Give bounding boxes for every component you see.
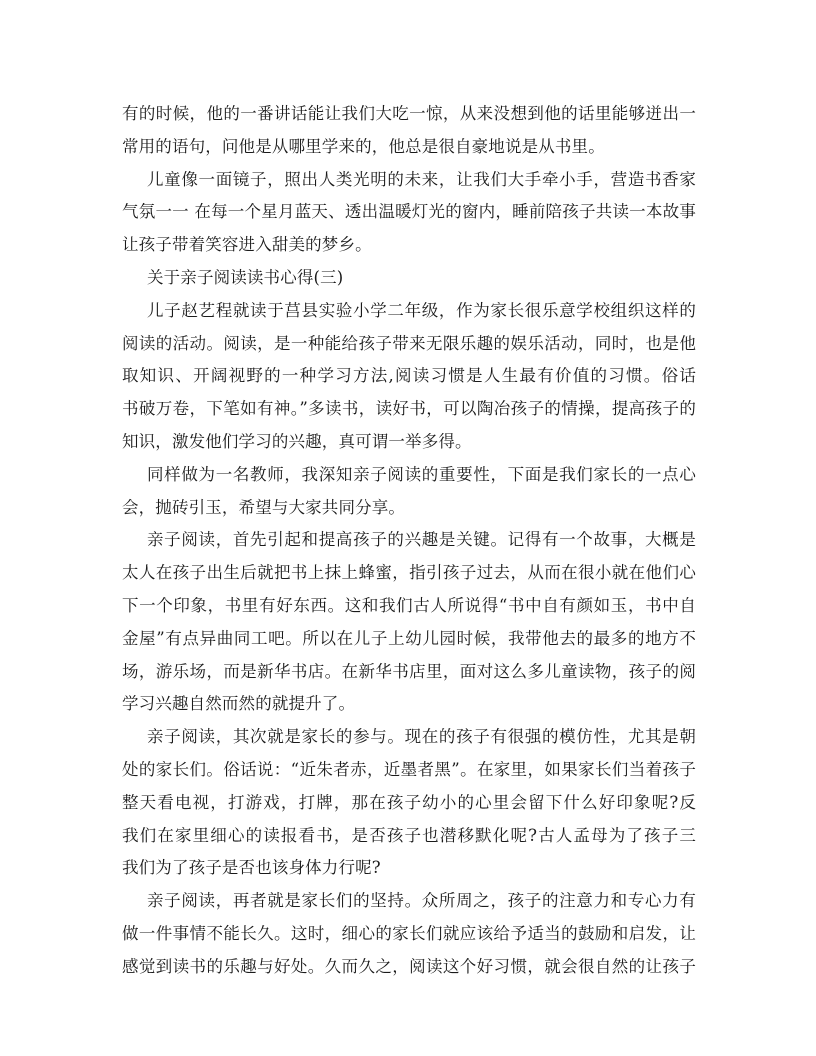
text-line: 气氛一一 在每一个星月蓝天、透出温暖灯光的窗内，睡前陪孩子共读一本故事 bbox=[122, 202, 696, 222]
text-line: 有的时候，他的一番讲话能让我们大吃一惊，从来没想到他的话里能够迸出一 bbox=[122, 104, 696, 123]
paragraph-first-line: 同样做为一名教师，我深知亲子阅读的重要性，下面是我们家长的一点心 bbox=[147, 464, 696, 484]
paragraph-first-line: 亲子阅读，其次就是家长的参与。现在的孩子有很强的模仿性，尤其是朝 bbox=[147, 727, 696, 747]
text-line: 会，抛砖引玉，希望与大家共同分享。 bbox=[122, 497, 406, 517]
text-line: 整天看电视，打游戏，打牌，那在孩子幼小的心里会留下什么好印象呢?反 bbox=[122, 792, 696, 812]
text-line: 我们为了孩子是否也该身体力行呢? bbox=[122, 858, 381, 878]
text-line: 下一个印象，书里有好东西。这和我们古人所说得“书中自有颜如玉，书中自 bbox=[122, 595, 696, 615]
text-line: 学习兴趣自然而然的就提升了。 bbox=[122, 694, 356, 714]
text-line: 我们在家里细心的读报看书，是否孩子也潜移默化呢?古人孟母为了孩子三 bbox=[122, 825, 696, 845]
text-line: 做一件事情不能长久。这时，细心的家长们就应该给予适当的鼓励和启发，让 bbox=[122, 923, 696, 943]
text-line: 太人在孩子出生后就把书上抹上蜂蜜，指引孩子过去，从而在很小就在他们心 bbox=[122, 563, 696, 583]
text-line: 处的家长们。俗话说：“近朱者赤，近墨者黑”。在家里，如果家长们当着孩子 bbox=[122, 759, 696, 779]
text-line: 常用的语句，问他是从哪里学来的，他总是很自豪地说是从书里。 bbox=[122, 136, 605, 156]
text-line: 金屋”有点异曲同工吧。所以在儿子上幼儿园时候，我带他去的最多的地方不 bbox=[122, 628, 696, 648]
paragraph-first-line: 儿子赵艺程就读于莒县实验小学二年级，作为家长很乐意学校组织这样的 bbox=[147, 300, 696, 320]
text-line: 场，游乐场，而是新华书店。在新华书店里，面对这么多儿童读物，孩子的阅 bbox=[122, 661, 696, 681]
paragraph-first-line: 亲子阅读，首先引起和提高孩子的兴趣是关键。记得有一个故事，大概是 bbox=[147, 530, 696, 550]
text-line: 感觉到读书的乐趣与好处。久而久之，阅读这个好习惯，就会很自然的让孩子 bbox=[122, 956, 696, 976]
text-line: 阅读的活动。阅读，是一种能给孩子带来无限乐趣的娱乐活动，同时，也是他 bbox=[122, 333, 696, 353]
paragraph-first-line: 儿童像一面镜子，照出人类光明的未来，让我们大手牵小手，营造书香家 bbox=[147, 169, 696, 189]
text-line: 书破万卷，下笔如有神。”多读书，读好书，可以陶冶孩子的情操，提高孩子的 bbox=[122, 399, 696, 419]
text-line: 让孩子带着笑容进入甜美的梦乡。 bbox=[122, 235, 372, 255]
paragraph-first-line: 关于亲子阅读读书心得(三) bbox=[147, 267, 344, 287]
paragraph-first-line: 亲子阅读，再者就是家长们的坚持。众所周之，孩子的注意力和专心力有 bbox=[147, 891, 696, 911]
document-page bbox=[122, 98, 696, 984]
text-line: 取知识、开阔视野的一种学习方法,阅读习惯是人生最有价值的习惯。俗话 bbox=[122, 366, 696, 386]
text-line: 知识，激发他们学习的兴趣，真可谓一举多得。 bbox=[122, 431, 472, 451]
